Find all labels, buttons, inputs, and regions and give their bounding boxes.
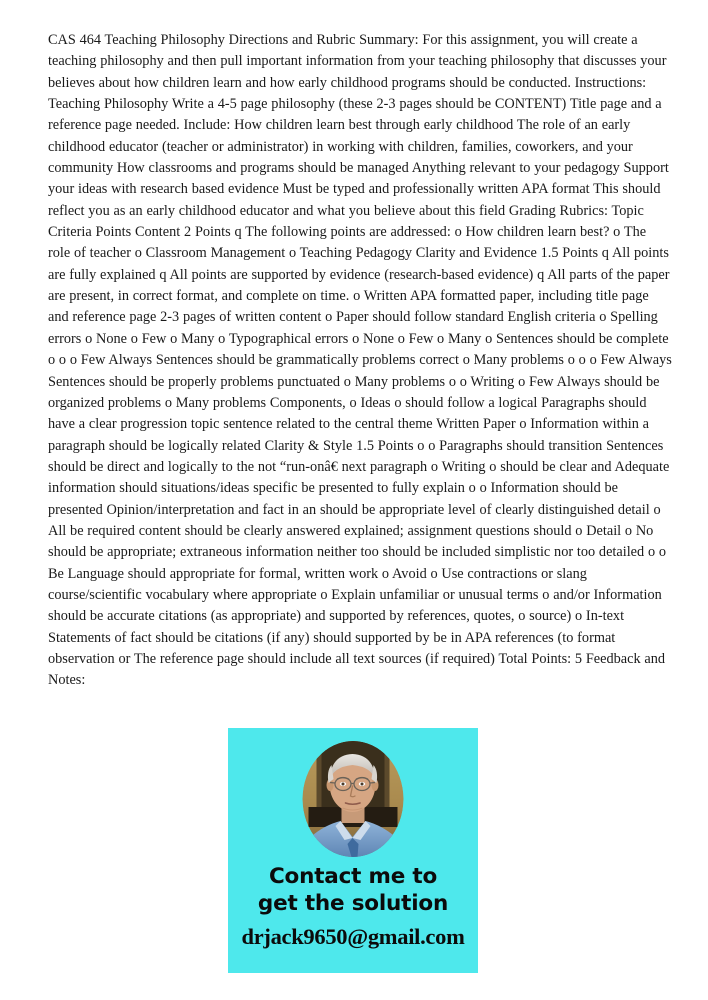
contact-email[interactable]: drjack9650@gmail.com	[241, 924, 465, 949]
avatar	[303, 741, 404, 857]
contact-card	[228, 728, 478, 973]
contact-headline-line-1: Contact me to	[268, 864, 438, 889]
assignment-body-paragraph: CAS 464 Teaching Philosophy Directions and Rubric Summary: For this assignment, you will create a teaching philosophy and then pull important information from your teaching philosophy that discusses your believes about how children learn and how early childhood programs should be conducted. Instructions: Teaching Philosophy Write a 4-5 page philosophy (these 2-3 pages should be CONTENT) Title page and a reference page needed. Include: How children learn best through early childhood The role of an early childhood educator (teacher or administrator) in working with children, families, coworkers, and your community How classrooms and programs should be managed Anything relevant to your pedagogy Support your ideas with research based evidence Must be typed and professionally written APA format This should reflect you as an early childhood educator and what you believe about this field Grading Rubrics: Topic Criteria Points Content 2 Points q The following points are addressed: o How children learn best? o The role of teacher o Classroom Management o Teaching Pedagogy Clarity and Evidence 1.5 Points q All points are fully explained q All points are supported by evidence (research-based evidence) q All parts of the paper are present, in correct format, and complete on time. o Written APA formatted paper, including title page and reference page 2-3 pages of written content o Paper should follow standard English criteria o Spelling errors o None o Few o Many o Typographical errors o None o Few o Many o Sentences should be complete o o o Few Always Sentences should be grammatically problems correct o Many problems o o o Few Always Sentences should be properly problems punctuated o Many problems o o Writing o Few Always should be organized problems o Many problems Components, o Ideas o should follow a logical Paragraphs should have a clear progression topic sentence related to the central theme Written Paper o Information within a paragraph should be logically related Clarity & Style 1.5 Points o o Paragraphs should transition Sentences should be direct and logically to the not “run-onâ€ next paragraph o Writing o should be clear and Adequate information should situations/ideas specific be presented to fully explain o o Information should be presented Opinion/interpretation and fact in an should be appropriate level of clearly distinguished detail o All be required content should be clearly answered explained; assignment questions should o Detail o No should be appropriate; extraneous information neither too should be included simplistic nor too detailed o o Be Language should appropriate for formal, written work o Avoid o Use contractions or slang course/scientific vocabulary where appropriate o Explain unfamiliar or unusual terms o and/or Information should be accurate citations (as appropriate) and supported by references, quotes, o source) o In-text Statements of fact should be citations (if any) should supported by be in APA references (to format observation or The reference page should include all text sources (if required) Total Points: 5 Feedback and Notes:	[48, 32, 676, 689]
contact-headline-line-2: get the solution	[257, 891, 449, 916]
portrait-photo-icon	[303, 741, 404, 857]
assignment-body-text	[48, 30, 676, 692]
